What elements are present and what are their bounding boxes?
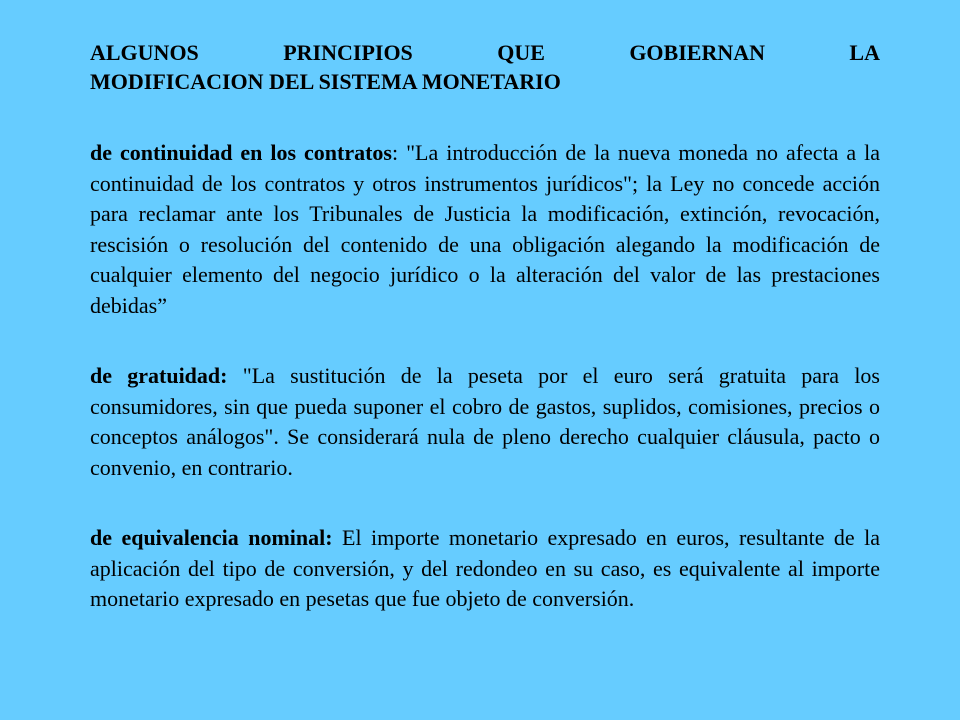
title-line-1: ALGUNOS PRINCIPIOS QUE GOBIERNAN LA [90, 40, 880, 65]
principle-text: "La sustitución de la peseta por el euro será gratuita para los consumidores, sin que pueda suponer el cobro de gastos, suplidos, comisiones, precios o conceptos análogos". Se considerará nula de pleno derecho cualquier cláusula, pacto o convenio, en contrario. [90, 363, 880, 480]
principle-term: de continuidad en los contratos [90, 140, 392, 165]
principle-gratuity [90, 361, 880, 483]
principle-continuity [90, 138, 880, 321]
slide-title [90, 38, 880, 96]
principle-term: de equivalencia nominal: [90, 525, 333, 550]
principle-separator: : [391, 140, 407, 165]
title-line-2: MODIFICACION DEL SISTEMA MONETARIO [90, 69, 561, 94]
principle-text: El importe monetario expresado en euros, resultante de la aplicación del tipo de conversión, y del redondeo en su caso, es equivalente al importe monetario expresado en pesetas que fue objeto de conversión. [90, 525, 881, 611]
principle-text: "La introducción de la nueva moneda no afecta a la continuidad de los contratos y otros instrumentos jurídicos"; la Ley no concede acción para reclamar ante los Tribunales de Justicia la modificación, extinción, revocación, rescisión o resolución del contenido de una obligación alegando la modificación de cualquier elemento del negocio jurídico o la alteración del valor de las prestaciones debidas” [90, 140, 880, 318]
principle-nominal-equivalence [90, 523, 880, 615]
principle-separator [333, 525, 342, 550]
principle-term: de gratuidad: [90, 363, 243, 388]
